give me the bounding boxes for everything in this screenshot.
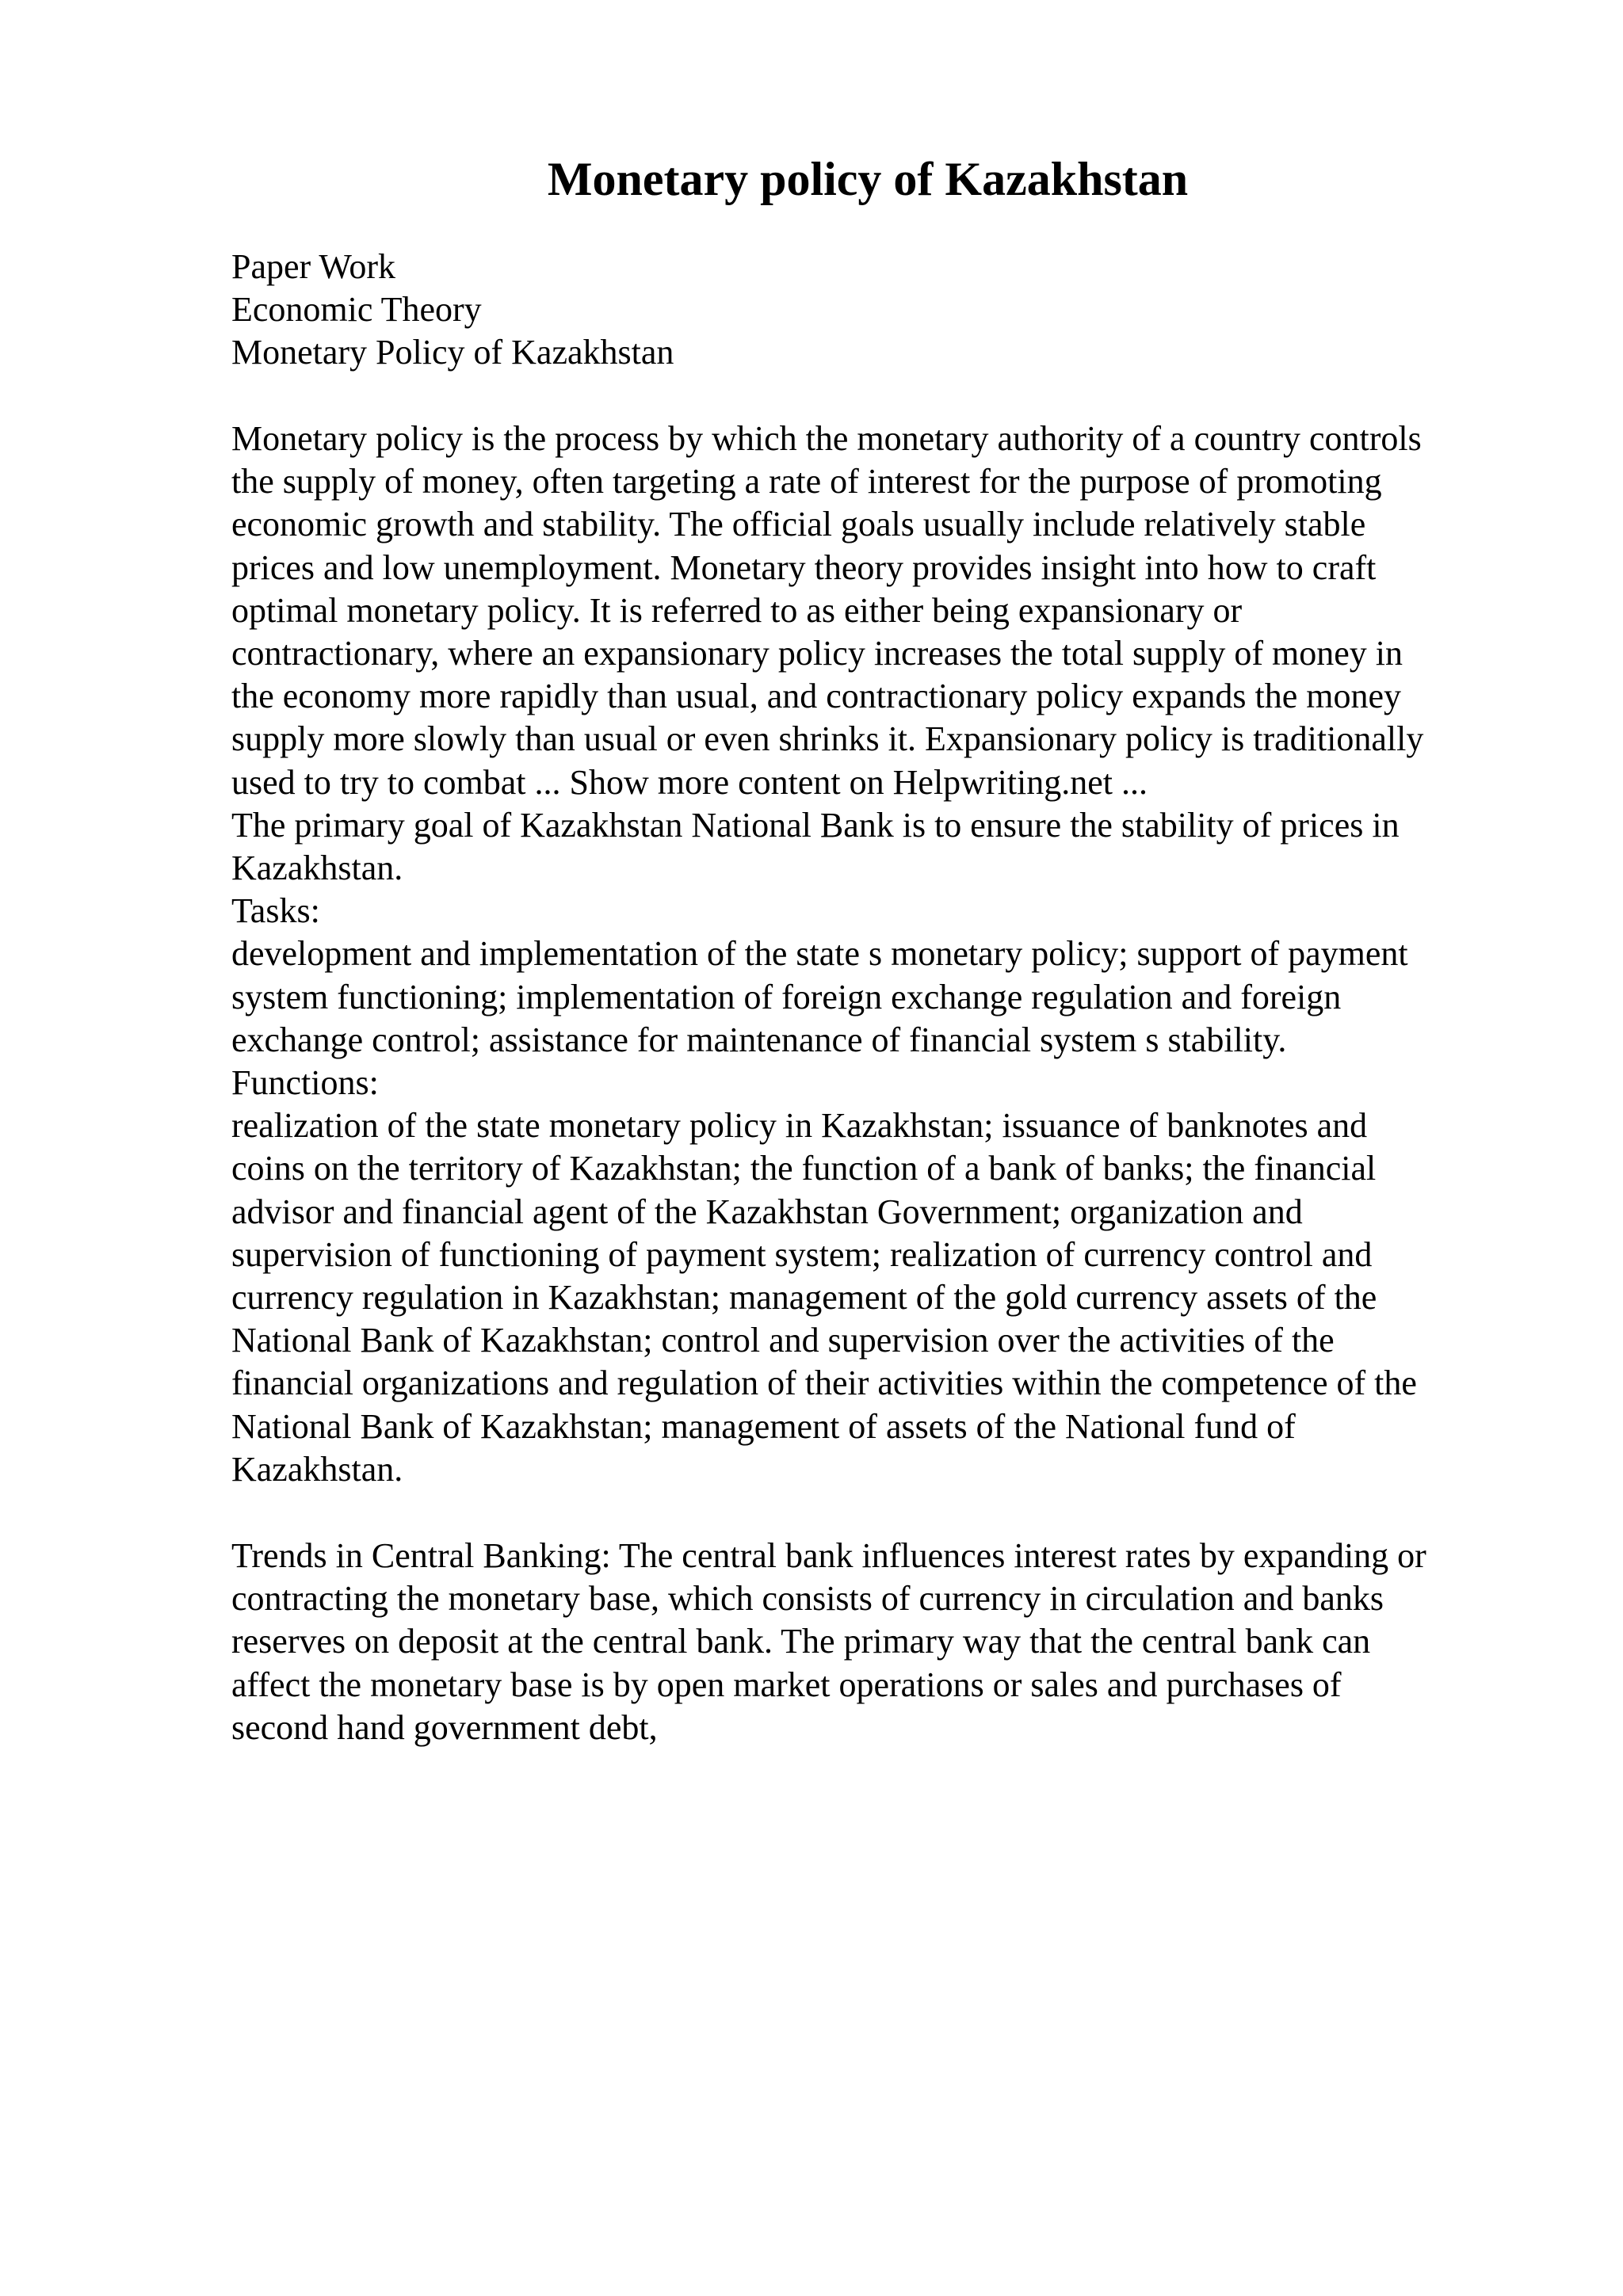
text-line: realization of the state monetary policy in Kazakhstan; issuance of banknotes and — [231, 1106, 1368, 1146]
text-line: financial organizations and regulation of their activities within the competence of the — [231, 1363, 1417, 1403]
intro-paragraph — [231, 418, 1539, 804]
header-line: Monetary Policy of Kazakhstan — [231, 333, 674, 372]
text-line: Kazakhstan. — [231, 849, 403, 888]
tasks-section — [231, 890, 1539, 1062]
functions-label: Functions: — [231, 1063, 379, 1103]
text-line: prices and low unemployment. Monetary theory provides insight into how to craft — [231, 547, 1377, 587]
text-line: system functioning; implementation of foreign exchange regulation and foreign — [231, 977, 1342, 1016]
goal-paragraph — [231, 804, 1539, 890]
header-lines — [231, 246, 1539, 375]
text-line: Monetary policy is the process by which the monetary authority of a country controls — [231, 419, 1422, 458]
trends-paragraph — [231, 1535, 1539, 1749]
text-line: National Bank of Kazakhstan; control and supervision over the activities of the — [231, 1321, 1335, 1360]
text-line: second hand government debt, — [231, 1707, 658, 1747]
text-line: contracting the monetary base, which consists of currency in circulation and banks — [231, 1579, 1384, 1619]
text-line: supervision of functioning of payment system; realization of currency control and — [231, 1234, 1373, 1274]
tasks-label: Tasks: — [231, 891, 320, 931]
text-line: exchange control; assistance for maintenance of financial system s stability. — [231, 1020, 1287, 1059]
header-line: Paper Work — [231, 247, 396, 286]
text-line: used to try to combat ... Show more content on Helpwriting.net ... — [231, 762, 1148, 802]
text-line: contractionary, where an expansionary policy increases the total supply of money in — [231, 634, 1403, 673]
text-line: coins on the territory of Kazakhstan; the function of a bank of banks; the financial — [231, 1149, 1377, 1188]
text-line: reserves on deposit at the central bank. The primary way that the central bank can — [231, 1622, 1371, 1661]
text-line: affect the monetary base is by open market operations or sales and purchases of — [231, 1665, 1342, 1704]
text-line: The primary goal of Kazakhstan National Bank is to ensure the stability of prices in — [231, 805, 1400, 845]
text-line: currency regulation in Kazakhstan; management of the gold currency assets of the — [231, 1278, 1377, 1318]
text-line: Kazakhstan. — [231, 1449, 403, 1489]
text-line: Trends in Central Banking: The central bank influences interest rates by expanding or — [231, 1536, 1426, 1575]
text-line: National Bank of Kazakhstan; management of assets of the National fund of — [231, 1406, 1296, 1446]
main-text — [231, 418, 1539, 1491]
text-line: supply more slowly than usual or even shrinks it. Expansionary policy is traditionally — [231, 719, 1424, 759]
text-line: optimal monetary policy. It is referred to as either being expansionary or — [231, 590, 1243, 630]
text-line: advisor and financial agent of the Kazakhstan Government; organization and — [231, 1192, 1303, 1231]
header-line: Economic Theory — [231, 290, 482, 330]
functions-section — [231, 1062, 1539, 1491]
text-line: the economy more rapidly than usual, and contractionary policy expands the money — [231, 677, 1401, 716]
text-line: economic growth and stability. The official goals usually include relatively stable — [231, 505, 1366, 544]
document-title: Monetary policy of Kazakhstan — [547, 153, 1189, 205]
text-line: the supply of money, often targeting a rate of interest for the purpose of promoting — [231, 462, 1382, 502]
text-line: development and implementation of the state s monetary policy; support of payment — [231, 934, 1408, 974]
